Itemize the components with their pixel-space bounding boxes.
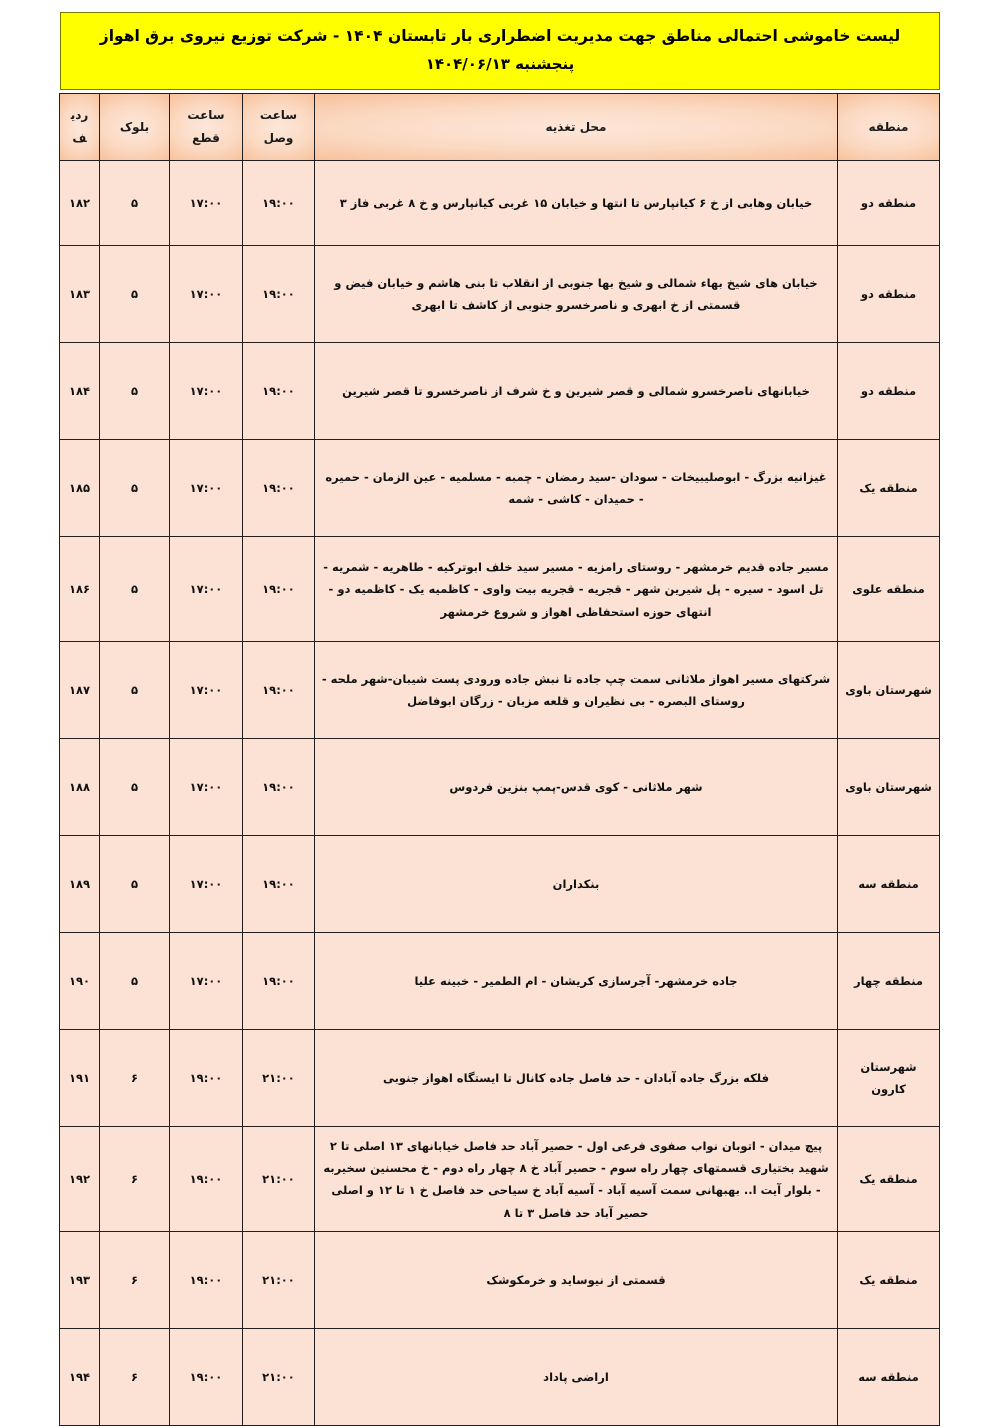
cell-restore-time: ۱۹:۰۰: [243, 933, 315, 1030]
cell-cut-time: ۱۷:۰۰: [170, 161, 243, 246]
cell-restore-time: ۱۹:۰۰: [243, 343, 315, 440]
cell-feed-location: غیزانیه بزرگ - ابوصلیبیخات - سودان -سید رمضان - چمبه - مسلمیه - عین الزمان - حمیره - حمیدان - کاشی - شمه: [315, 440, 838, 537]
cell-restore-time: ۱۹:۰۰: [243, 642, 315, 739]
cell-region: شهرستان باوی: [838, 642, 940, 739]
cell-block: ۵: [100, 739, 170, 836]
cell-block: ۵: [100, 343, 170, 440]
cell-cut-time: ۱۷:۰۰: [170, 537, 243, 642]
cell-cut-time: ۱۹:۰۰: [170, 1127, 243, 1232]
cell-cut-time: ۱۹:۰۰: [170, 1030, 243, 1127]
table-row: [60, 836, 940, 933]
cell-feed-location: جاده خرمشهر- آجرسازی کریشان - ام الطمیر - خبینه علیا: [315, 933, 838, 1030]
cell-feed-location: شرکتهای مسیر اهواز ملاثانی سمت چپ جاده تا نبش جاده ورودی پست شیبان-شهر ملحه - روستای البصره - بی نظیران و قلعه مزبان - زرگان ابوفاضل: [315, 642, 838, 739]
title-banner: [60, 12, 940, 90]
table-row: [60, 537, 940, 642]
cell-region: منطقه یک: [838, 1232, 940, 1329]
table-row: [60, 1329, 940, 1426]
cell-restore-time: ۲۱:۰۰: [243, 1329, 315, 1426]
cell-restore-time: ۱۹:۰۰: [243, 739, 315, 836]
cell-feed-location: مسیر جاده قدیم خرمشهر - روستای رامزیه - مسیر سید خلف ابوترکیه - طاهریه - شمریه - تل اسود - سیره - پل شیرین شهر - قجریه - قجریه بیت واوی - کاظمیه یک - کاظمیه دو - انتهای حوزه استحفاظی اهواز و شروع خرمشهر: [315, 537, 838, 642]
cell-region: منطقه یک: [838, 1127, 940, 1232]
cell-restore-time: ۱۹:۰۰: [243, 836, 315, 933]
cell-row-number: ۱۸۸: [60, 739, 100, 836]
cell-block: ۵: [100, 246, 170, 343]
cell-block: ۶: [100, 1030, 170, 1127]
header-restore-time: ساعت وصل: [243, 94, 315, 161]
table-row: [60, 933, 940, 1030]
cell-row-number: ۱۹۳: [60, 1232, 100, 1329]
cell-row-number: ۱۸۶: [60, 537, 100, 642]
table-row: [60, 343, 940, 440]
cell-cut-time: ۱۷:۰۰: [170, 343, 243, 440]
cell-feed-location: اراضی پاداد: [315, 1329, 838, 1426]
cell-restore-time: ۱۹:۰۰: [243, 440, 315, 537]
cell-restore-time: ۱۹:۰۰: [243, 537, 315, 642]
cell-row-number: ۱۹۲: [60, 1127, 100, 1232]
table-row: [60, 739, 940, 836]
cell-block: ۵: [100, 161, 170, 246]
table-body: [60, 161, 940, 1426]
cell-cut-time: ۱۹:۰۰: [170, 1232, 243, 1329]
cell-feed-location: پیچ میدان - اتوبان نواب صفوی فرعی اول - حصیر آباد حد فاصل خیابانهای ۱۳ اصلی تا ۲ شهید بختیاری قسمتهای چهار راه سوم - حصیر آباد خ ۸ چهار راه دوم - خ محسنین سخیربه - بلوار آیت ا.. بهبهانی سمت آسیه آباد - آسیه آباد خ سیاحی حد فاصل خ ۱ تا ۱۲ و اصلی حصیر آباد حد فاصل ۳ تا ۸: [315, 1127, 838, 1232]
cell-feed-location: خیابان های شیخ بهاء شمالی و شیخ بها جنوبی از انقلاب تا بنی هاشم و خیابان فیض و قسمتی از خ ابهری و ناصرخسرو جنوبی از کاشف تا ابهری: [315, 246, 838, 343]
cell-cut-time: ۱۷:۰۰: [170, 440, 243, 537]
table-row: [60, 440, 940, 537]
cell-block: ۵: [100, 933, 170, 1030]
cell-row-number: ۱۸۲: [60, 161, 100, 246]
cell-row-number: ۱۸۷: [60, 642, 100, 739]
cell-block: ۵: [100, 537, 170, 642]
cell-region: شهرستان باوی: [838, 739, 940, 836]
header-region: منطقه: [838, 94, 940, 161]
cell-row-number: ۱۹۰: [60, 933, 100, 1030]
cell-region: منطقه دو: [838, 343, 940, 440]
table-row: [60, 1030, 940, 1127]
cell-restore-time: ۱۹:۰۰: [243, 161, 315, 246]
cell-row-number: ۱۸۳: [60, 246, 100, 343]
cell-cut-time: ۱۷:۰۰: [170, 642, 243, 739]
cell-row-number: ۱۹۴: [60, 1329, 100, 1426]
cell-restore-time: ۲۱:۰۰: [243, 1030, 315, 1127]
cell-row-number: ۱۸۵: [60, 440, 100, 537]
cell-restore-time: ۱۹:۰۰: [243, 246, 315, 343]
cell-feed-location: خیابان وهابی از خ ۶ کیانپارس تا انتها و خیابان ۱۵ غربی کیانپارس و خ ۸ غربی فاز ۳: [315, 161, 838, 246]
cell-block: ۵: [100, 440, 170, 537]
outage-table: [59, 93, 940, 1426]
header-feed-location: محل تغذیه: [315, 94, 838, 161]
banner-date: پنجشنبه ۱۴۰۴/۰۶/۱۳: [425, 54, 575, 73]
table-row: [60, 161, 940, 246]
cell-region: منطقه دو: [838, 246, 940, 343]
cell-block: ۶: [100, 1232, 170, 1329]
cell-feed-location: شهر ملاثانی - کوی قدس-پمپ بنزین فردوس: [315, 739, 838, 836]
cell-block: ۶: [100, 1127, 170, 1232]
table-row: [60, 1232, 940, 1329]
header-row: [60, 94, 940, 161]
table-row: [60, 642, 940, 739]
cell-region: منطقه سه: [838, 1329, 940, 1426]
cell-region: منطقه علوی: [838, 537, 940, 642]
cell-feed-location: خیابانهای ناصرخسرو شمالی و قصر شیرین و خ شرف از ناصرخسرو تا قصر شیرین: [315, 343, 838, 440]
cell-cut-time: ۱۹:۰۰: [170, 1329, 243, 1426]
banner-title: لیست خاموشی احتمالی مناطق جهت مدیریت اضطراری بار تابستان ۱۴۰۴ - شرکت توزیع نیروی برق اهواز: [99, 27, 901, 45]
cell-row-number: ۱۸۴: [60, 343, 100, 440]
cell-cut-time: ۱۷:۰۰: [170, 246, 243, 343]
cell-row-number: ۱۸۹: [60, 836, 100, 933]
header-cut-time: ساعت قطع: [170, 94, 243, 161]
cell-block: ۶: [100, 1329, 170, 1426]
header-row-number: ردیف: [60, 94, 100, 161]
cell-region: منطقه یک: [838, 440, 940, 537]
cell-cut-time: ۱۷:۰۰: [170, 739, 243, 836]
cell-block: ۵: [100, 642, 170, 739]
cell-region: منطقه سه: [838, 836, 940, 933]
cell-feed-location: بنکداران: [315, 836, 838, 933]
table-row: [60, 246, 940, 343]
cell-feed-location: قسمتی از نیوساید و خرمکوشک: [315, 1232, 838, 1329]
cell-region: منطقه چهار: [838, 933, 940, 1030]
cell-cut-time: ۱۷:۰۰: [170, 836, 243, 933]
cell-cut-time: ۱۷:۰۰: [170, 933, 243, 1030]
header-block: بلوک: [100, 94, 170, 161]
cell-restore-time: ۲۱:۰۰: [243, 1232, 315, 1329]
cell-row-number: ۱۹۱: [60, 1030, 100, 1127]
cell-feed-location: فلکه بزرگ جاده آبادان - حد فاصل جاده کانال تا ایستگاه اهواز جنوبی: [315, 1030, 838, 1127]
cell-restore-time: ۲۱:۰۰: [243, 1127, 315, 1232]
cell-region: شهرستان کارون: [838, 1030, 940, 1127]
cell-region: منطقه دو: [838, 161, 940, 246]
cell-block: ۵: [100, 836, 170, 933]
table-row: [60, 1127, 940, 1232]
table-header: [60, 94, 940, 161]
